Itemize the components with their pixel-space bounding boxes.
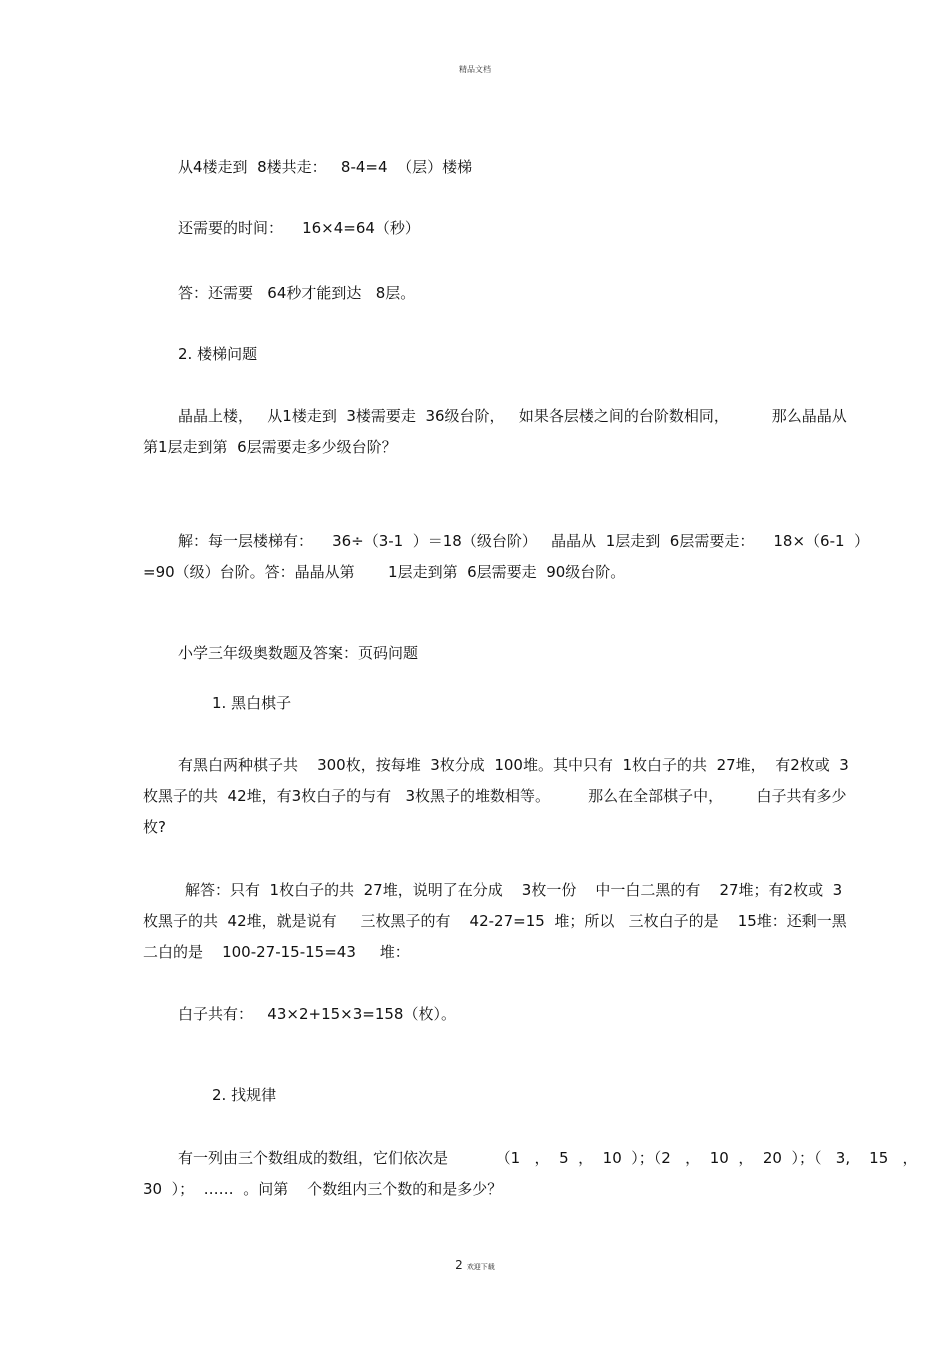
text-line: 枚? (143, 818, 166, 836)
text-line: 第1层走到第 6层需要走多少级台阶？ (143, 438, 397, 456)
section-title: 小学三年级奥数题及答案：页码问题 (178, 644, 419, 662)
page-footer (0, 1258, 950, 1272)
page-header: 精品文档 (459, 65, 491, 74)
text-line: 还需要的时间： 16×4=64（秒） (178, 219, 420, 237)
text-line: =90（级）台阶。答：晶晶从第 1层走到第 6层需要走 90级台阶。 (143, 563, 626, 581)
text-line: 解答：只有 1枚白子的共 27堆，说明了在分成 3枚一份 中一白二黑的有 27堆；有2枚或 3 (185, 881, 843, 899)
section-heading: 1. 黑白棋子 (212, 694, 292, 712)
section-heading: 2. 楼梯问题 (178, 345, 258, 363)
text-line: 有一列由三个数组成的数组，它们依次是 （1 ， 5 ， 10 ）；（2 ， 10 ， 20 ）；（ 3, 15 ， (178, 1149, 918, 1167)
footer-note: 欢迎下载 (466, 1263, 495, 1271)
text-line: 有黑白两种棋子共 300枚，按每堆 3枚分成 100堆。其中只有 1枚白子的共 27堆， 有2枚或 3 (178, 756, 849, 774)
text-line: 晶晶上楼， 从1楼走到 3楼需要走 36级台阶， 如果各层楼之间的台阶数相同， 那么晶晶从 (178, 407, 847, 425)
text-line: 30 ）； …… 。问第 个数组内三个数的和是多少？ (143, 1180, 503, 1198)
text-line: 枚黑子的共 42堆，有3枚白子的与有 3枚黑子的堆数相等。 那么在全部棋子中， 白子共有多少 (143, 787, 847, 805)
text-line: 枚黑子的共 42堆，就是说有 三枚黑子的有 42-27=15 堆；所以 三枚白子的是 15堆：还剩一黑 (143, 912, 847, 930)
text-line: 解：每一层楼梯有： 36÷（3-1 ）＝18（级台阶） 晶晶从 1层走到 6层需要走： 18×（6-1 ） (178, 532, 870, 550)
page-number: 2 (455, 1258, 463, 1272)
text-line: 答：还需要 64秒才能到达 8层。 (178, 284, 416, 302)
text-line: 从4楼走到 8楼共走： 8-4=4 （层）楼梯 (178, 158, 473, 176)
text-line: 白子共有： 43×2+15×3=158（枚）。 (178, 1005, 456, 1023)
text-line: 二白的是 100-27-15-15=43 堆： (143, 943, 410, 961)
section-heading: 2. 找规律 (212, 1086, 277, 1104)
